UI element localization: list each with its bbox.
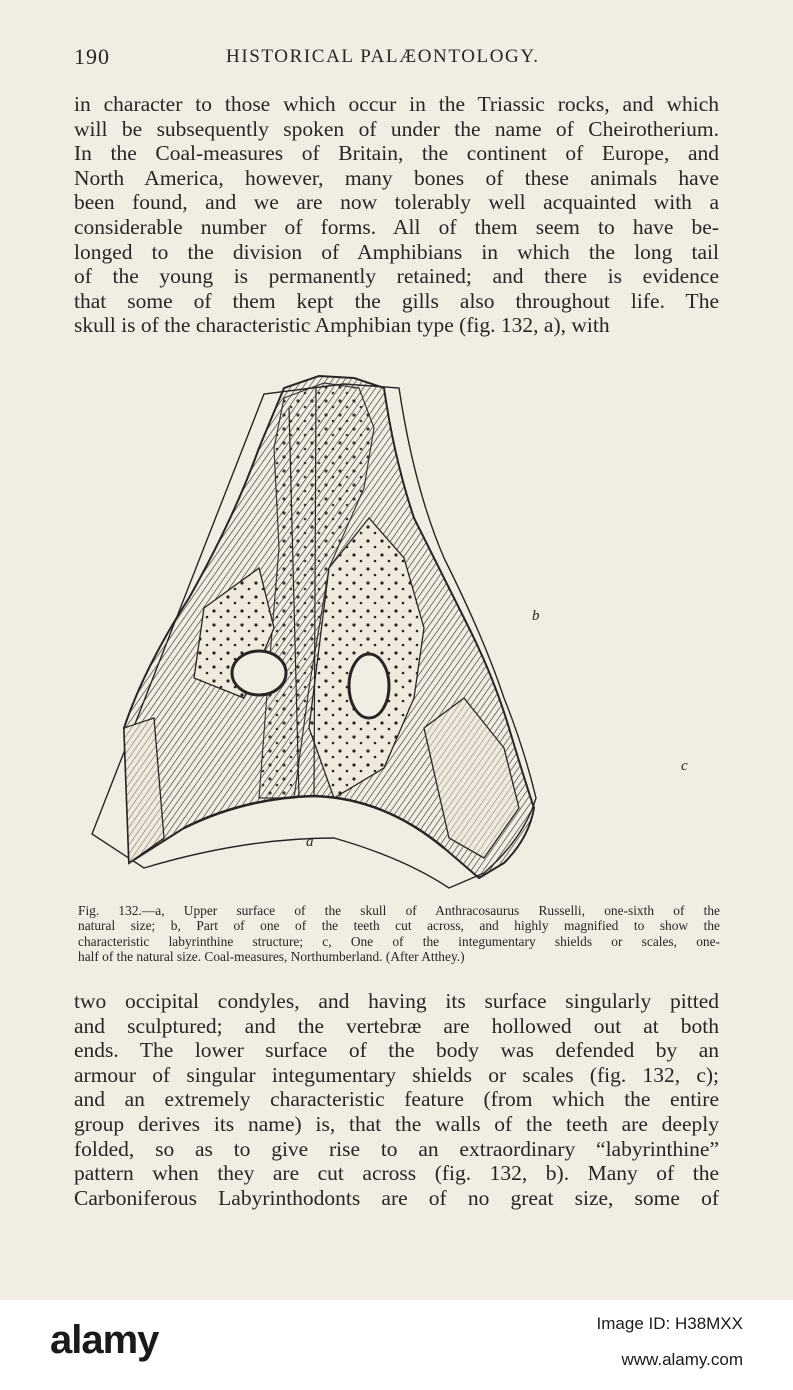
text-line: in character to those which occur in the Triassic rocks, and which — [74, 92, 719, 116]
text-line: group derives its name) is, that the walls of the teeth are deeply — [74, 1111, 719, 1136]
stock-footer — [0, 1300, 793, 1390]
running-title: HISTORICAL PALÆONTOLOGY. — [226, 46, 540, 67]
body-text-top — [74, 92, 719, 338]
text-line: that some of them kept the gills also throughout life. The — [74, 288, 719, 313]
page-number: 190 — [74, 44, 110, 69]
text-line: and an extremely characteristic feature (from which the entire — [74, 1087, 719, 1112]
site-url: www.alamy.com — [621, 1350, 743, 1369]
text-line: armour of singular integumentary shields or scales (fig. 132, c); — [74, 1062, 719, 1087]
text-line: folded, so as to give rise to an extraordinary “labyrinthine” — [74, 1136, 719, 1161]
caption-line: Fig. 132.—a, Upper surface of the skull of Anthracosaurus Russelli, one-sixth of the — [78, 903, 720, 918]
text-line: ends. The lower surface of the body was defended by an — [74, 1038, 719, 1063]
brand-logo: alamy — [50, 1318, 159, 1362]
body-text-bottom — [74, 989, 719, 1210]
text-line: In the Coal-measures of Britain, the continent of Europe, and — [74, 141, 719, 166]
text-line: North America, however, many bones of these animals have — [74, 165, 719, 190]
text-line: two occipital condyles, and having its surface singularly pitted — [74, 989, 719, 1013]
caption-line: half of the natural size. Coal-measures, Northumberland. (After Atthey.) — [78, 949, 465, 965]
figure-caption — [78, 903, 720, 965]
text-line: and sculptured; and the vertebræ are hollowed out at both — [74, 1013, 719, 1038]
caption-line: natural size; b, Part of one of the teeth cut across, and highly magnified to show the — [78, 918, 720, 934]
running-head — [74, 44, 719, 74]
text-line: been found, and we are now tolerably well acquainted with a — [74, 190, 719, 215]
text-line: pattern when they are cut across (fig. 132, b). Many of the — [74, 1161, 719, 1186]
figure-132 — [84, 368, 724, 898]
text-line: will be subsequently spoken of under the name of Cheirotherium. — [74, 116, 719, 141]
skull-drawing — [92, 376, 536, 888]
text-line: considerable number of forms. All of them seem to have be- — [74, 214, 719, 239]
text-line: Carboniferous Labyrinthodonts are of no great size, some of — [74, 1185, 719, 1210]
figure-label-b: b — [532, 608, 540, 624]
text-line: skull is of the characteristic Amphibian type (fig. 132, a), with — [74, 313, 610, 338]
figure-illustration — [84, 368, 724, 898]
text-line: longed to the division of Amphibians in which the long tail — [74, 239, 719, 264]
figure-label-a: a — [306, 834, 314, 850]
text-line: of the young is permanently retained; and there is evidence — [74, 264, 719, 289]
caption-line: characteristic labyrinthine structure; c, One of the integumentary shields or scales, one- — [78, 933, 720, 949]
figure-label-c: c — [681, 758, 688, 774]
image-id-label: Image ID: H38MXX — [596, 1314, 743, 1333]
